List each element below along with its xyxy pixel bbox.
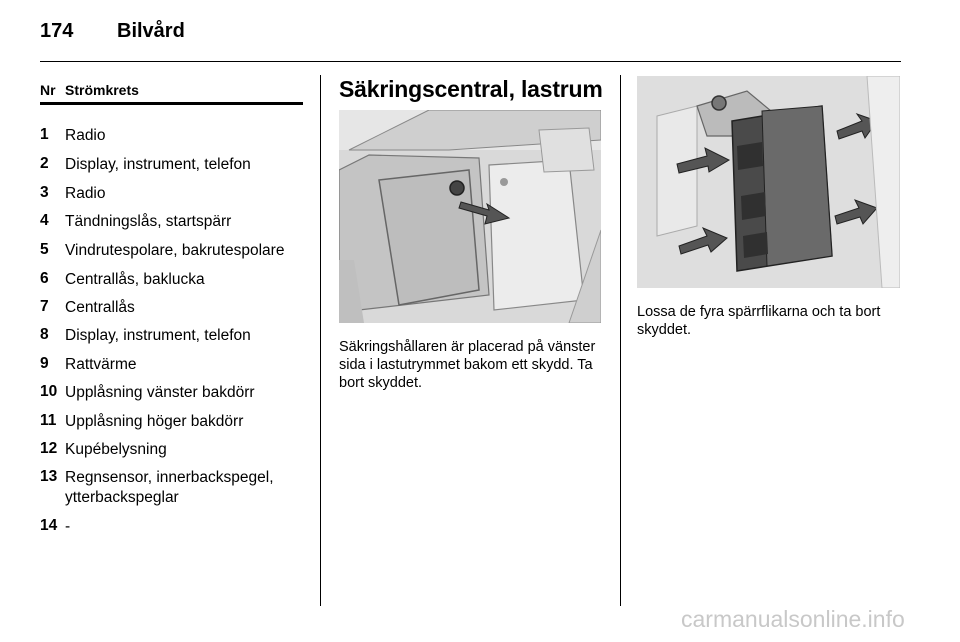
- row-number: 9: [40, 355, 49, 372]
- row-number: 3: [40, 184, 49, 201]
- row-number: 1: [40, 126, 49, 143]
- row-description: Centrallås: [65, 299, 135, 316]
- page-title: Bilvård: [117, 20, 185, 42]
- row-number: 11: [40, 412, 57, 429]
- row-description: Vindrutespolare, bakrutespolare: [65, 242, 285, 259]
- page-number: 174: [40, 20, 74, 42]
- header-divider: [40, 61, 901, 62]
- column-header-circuit: Strömkrets: [65, 82, 139, 98]
- row-description: Upplåsning höger bakdörr: [65, 413, 244, 430]
- table-row: [40, 383, 303, 412]
- row-description: Tändningslås, startspärr: [65, 213, 232, 230]
- fuse-table: [40, 78, 303, 535]
- row-number: 14: [40, 517, 58, 534]
- section-title: Säkringscentral, lastrum: [339, 76, 603, 102]
- row-description: Display, instrument, telefon: [65, 156, 251, 173]
- paragraph-fuse-location: Säkringshållaren är placerad på vänster sida i lastutrymmet bakom ett skydd. Ta bort skyddet.: [339, 339, 596, 391]
- row-description: Rattvärme: [65, 356, 137, 373]
- table-row: [40, 298, 303, 326]
- row-description: Regnsensor, innerbackspegel, ytterbackspeglar: [65, 469, 274, 506]
- table-row: [40, 355, 303, 383]
- table-row: [40, 241, 303, 270]
- row-number: 13: [40, 468, 58, 485]
- row-number: 2: [40, 155, 49, 172]
- row-description: Kupébelysning: [65, 441, 167, 458]
- watermark: carmanualsonline.info: [681, 606, 905, 632]
- table-row: [40, 326, 303, 355]
- row-number: 6: [40, 270, 49, 287]
- column-divider-1: [320, 75, 321, 606]
- row-description: Centrallås, baklucka: [65, 271, 205, 288]
- column-divider-2: [620, 75, 621, 606]
- table-row: [40, 126, 303, 155]
- row-description: Radio: [65, 127, 106, 144]
- table-row: [40, 517, 303, 541]
- table-row: [40, 184, 303, 212]
- table-header: [40, 78, 303, 105]
- table-row: [40, 412, 303, 440]
- table-row: [40, 440, 303, 468]
- table-row: [40, 212, 303, 241]
- row-number: 7: [40, 298, 49, 315]
- paragraph-remove-cover: Lossa de fyra spärrflikarna och ta bort skyddet.: [637, 304, 881, 338]
- row-description: -: [65, 518, 71, 535]
- row-number: 8: [40, 326, 49, 343]
- row-description: Display, instrument, telefon: [65, 327, 251, 344]
- table-row: [40, 270, 303, 298]
- table-row: [40, 468, 303, 517]
- row-number: 4: [40, 212, 49, 229]
- row-number: 5: [40, 241, 49, 258]
- column-header-nr: Nr: [40, 82, 56, 98]
- trunk-fuse-cover-figure: [339, 110, 601, 323]
- table-row: [40, 155, 303, 184]
- row-number: 12: [40, 440, 58, 457]
- fuse-box-clips-figure: [637, 76, 900, 288]
- row-number: 10: [40, 383, 58, 400]
- row-description: Radio: [65, 185, 106, 202]
- row-description: Upplåsning vänster bakdörr: [65, 384, 255, 401]
